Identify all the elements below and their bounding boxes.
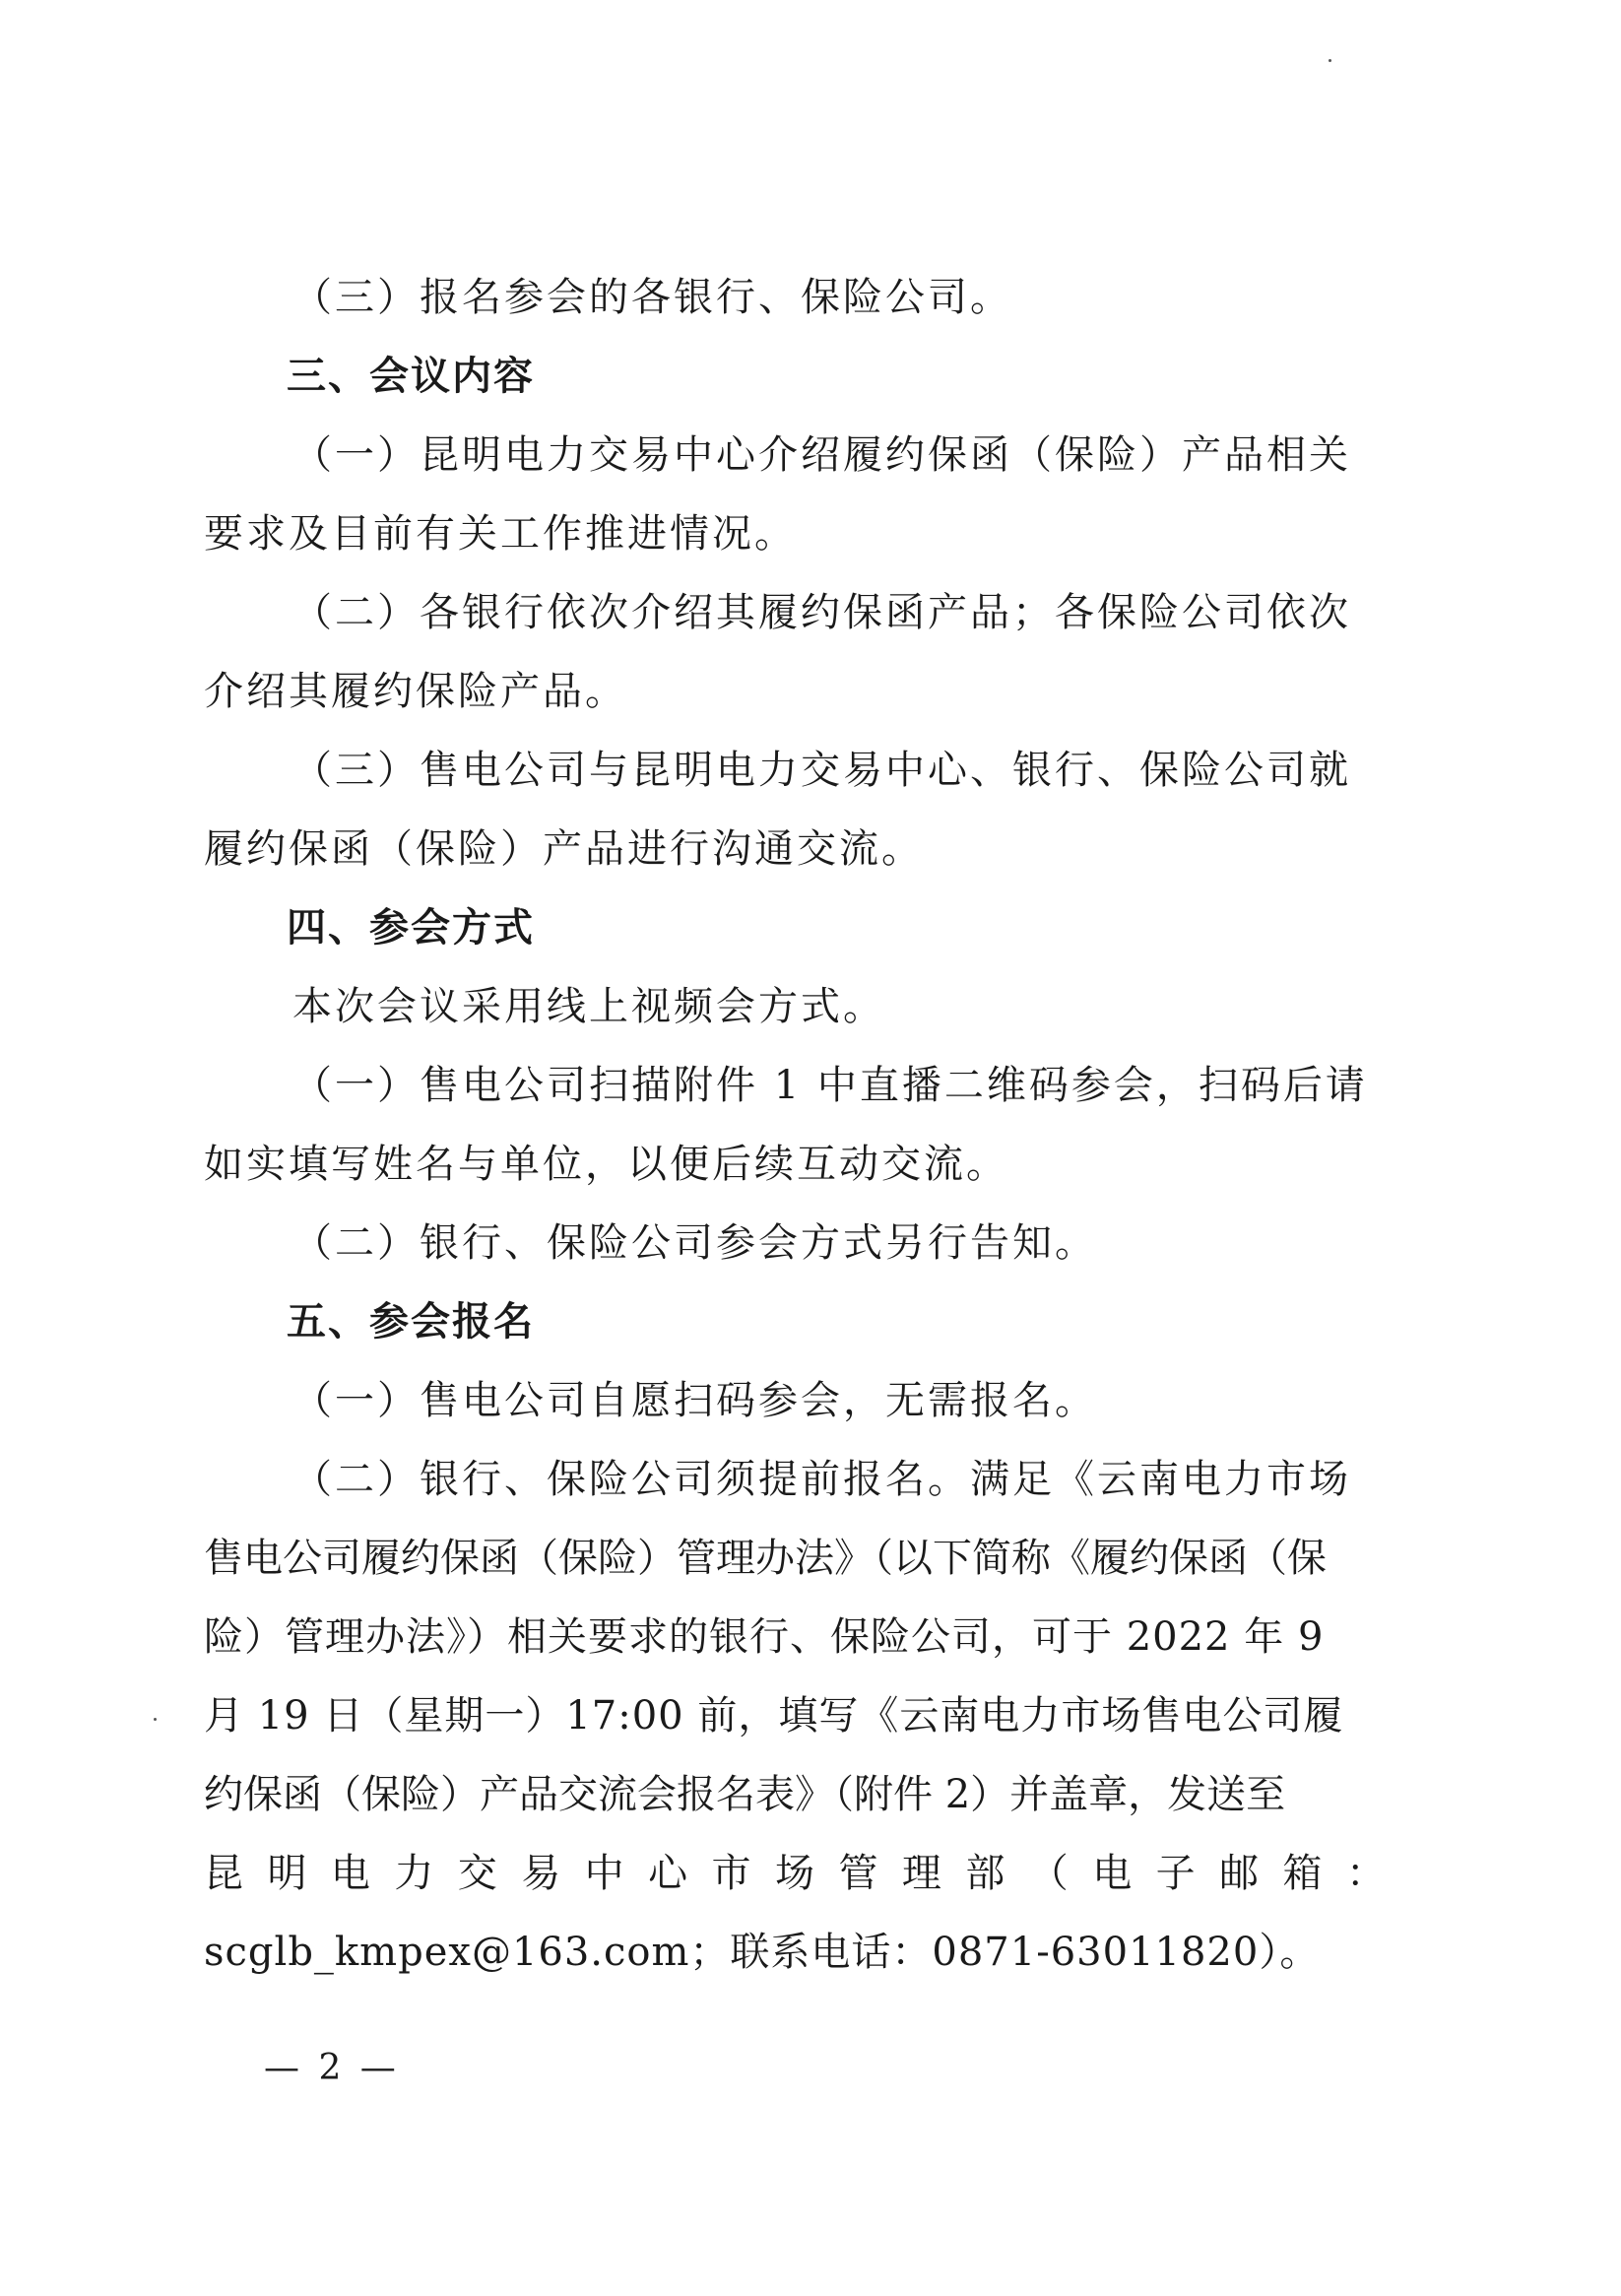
paragraph-line: （一）售电公司自愿扫码参会，无需报名。	[292, 1378, 1097, 1423]
paragraph-line: 履约保函（保险）产品进行沟通交流。	[204, 826, 924, 872]
paragraph-line: 昆明电力交易中心市场管理部（电子邮箱：	[204, 1851, 1386, 1896]
paragraph-line: （二）银行、保险公司须提前报名。满足《云南电力市场	[292, 1457, 1351, 1502]
paragraph-line: 本次会议采用线上视频会方式。	[292, 984, 885, 1029]
paragraph-line: 如实填写姓名与单位，以便后续互动交流。	[204, 1142, 1008, 1187]
paragraph-line: （二）银行、保险公司参会方式另行告知。	[292, 1220, 1097, 1266]
section-heading-attendance-method: 四、参会方式	[287, 905, 535, 951]
paragraph-line: 介绍其履约保险产品。	[204, 669, 627, 714]
paragraph-line: （二）各银行依次介绍其履约保函产品；各保险公司依次	[292, 590, 1351, 635]
paragraph-line: （一）售电公司扫描附件 1 中直播二维码参会，扫码后请	[292, 1063, 1368, 1108]
paragraph-line: （三）报名参会的各银行、保险公司。	[292, 275, 1012, 320]
paragraph-line: （一）昆明电力交易中心介绍履约保函（保险）产品相关	[292, 432, 1351, 478]
paragraph-line: 要求及目前有关工作推进情况。	[204, 511, 797, 557]
scan-speck	[1329, 59, 1331, 62]
contact-line: scglb_kmpex@163.com；联系电话：0871-63011820）。	[204, 1930, 1321, 1975]
document-body	[204, 258, 1386, 1992]
section-heading-registration: 五、参会报名	[287, 1299, 535, 1345]
paragraph-line: （三）售电公司与昆明电力交易中心、银行、保险公司就	[292, 748, 1351, 793]
paragraph-line: 售电公司履约保函（保险）管理办法》（以下简称《履约保函（保	[204, 1536, 1327, 1581]
paragraph-line: 险）管理办法》）相关要求的银行、保险公司，可于 2022 年 9	[204, 1614, 1325, 1660]
section-heading-meeting-content: 三、会议内容	[287, 354, 535, 399]
paragraph-line: 约保函（保险）产品交流会报名表》（附件 2）并盖章，发送至	[204, 1772, 1286, 1817]
page-number: — 2 —	[264, 2048, 400, 2088]
paragraph-line: 月 19 日（星期一）17:00 前，填写《云南电力市场售电公司履	[204, 1693, 1344, 1738]
scan-speck	[154, 1718, 157, 1721]
